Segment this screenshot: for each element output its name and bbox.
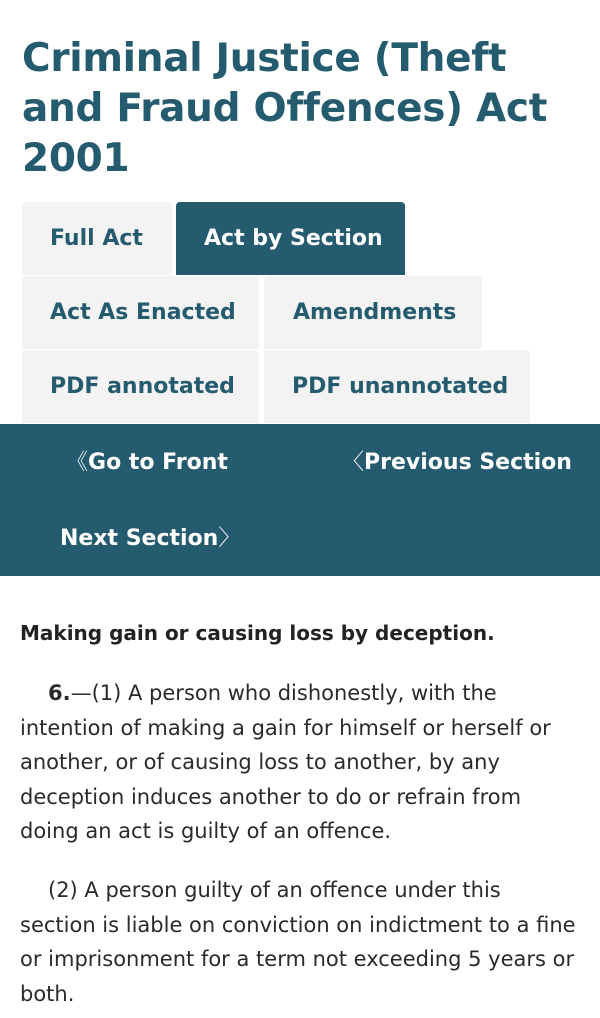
section-number: 6.	[48, 681, 71, 705]
tab-full-act[interactable]: Full Act	[22, 202, 172, 275]
double-chevron-left-icon: 《	[66, 450, 89, 475]
next-section-link[interactable]	[60, 524, 240, 554]
section-navigation-bar	[0, 424, 600, 576]
section-heading: Making gain or causing loss by deception.	[20, 621, 495, 645]
previous-section-label: Previous Section	[364, 450, 572, 475]
paragraph-2-text: (2) A person guilty of an offence under this section is liable on conviction on indictment to a fine or imprisonment for a term not exceeding 5 years or both.	[20, 878, 576, 1006]
tab-act-by-section[interactable]: Act by Section	[176, 202, 405, 275]
previous-section-link[interactable]	[342, 448, 572, 478]
paragraph-1-text: —(1) A person who dishonestly, with the intention of making a gain for himself or herself or another, or of causing loss to another, by any deception induces another to do or refrain from doing an act is guilty of an offence.	[20, 681, 551, 843]
tab-pdf-unannotated[interactable]: PDF unannotated	[264, 350, 530, 423]
section-paragraph-1	[20, 676, 580, 849]
page-title: Criminal Justice (Theft and Fraud Offences) Act 2001	[22, 36, 548, 181]
chevron-right-icon: 〉	[218, 526, 241, 551]
next-section-label: Next Section	[60, 526, 219, 551]
tab-pdf-annotated[interactable]: PDF annotated	[22, 350, 259, 423]
chevron-left-icon: 〈	[342, 450, 365, 475]
tab-act-as-enacted[interactable]: Act As Enacted	[22, 276, 259, 349]
tab-amendments[interactable]: Amendments	[264, 276, 482, 349]
section-paragraph-2	[20, 873, 580, 1011]
go-to-front-link[interactable]	[66, 448, 228, 478]
go-to-front-label: Go to Front	[88, 450, 228, 475]
